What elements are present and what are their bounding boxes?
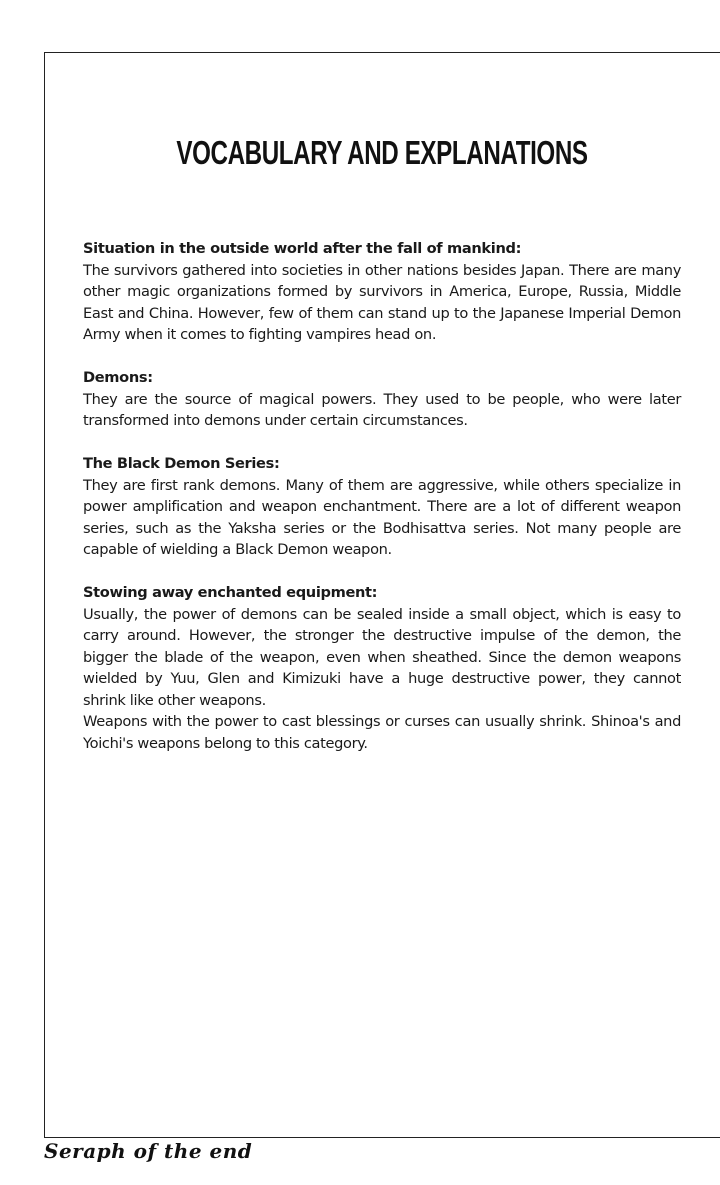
section-body: Usually, the power of demons can be sealed inside a small object, which is easy to carry around. However, the stronger the destructive impulse of the demon, the bigger the blade of the weapon, even when sheathed. Since the demon weapons wielded by Yuu, Glen and Kimizuki have a huge destructive power, they cannot shrink like other weapons. bbox=[83, 605, 681, 709]
page-title: VOCABULARY AND EXPLANATIONS bbox=[176, 134, 588, 172]
section-stowing-equipment bbox=[83, 582, 681, 754]
section-demons bbox=[83, 367, 681, 432]
section-body: They are first rank demons. Many of them are aggressive, while others specialize in power amplification and weapon enchantment. There are a lot of different weapon series, such as the Yaksha series or the Bodhisattva series. Not many people are capable of wielding a Black Demon weapon. bbox=[83, 476, 681, 558]
section-body-continued: Weapons with the power to cast blessings or curses can usually shrink. Shinoa's and Yoichi's weapons belong to this category. bbox=[83, 713, 681, 752]
section-body: They are the source of magical powers. They used to be people, who were later transformed into demons under certain circumstances. bbox=[83, 390, 681, 429]
section-body: The survivors gathered into societies in other nations besides Japan. There are many other magic organizations formed by survivors in America, Europe, Russia, Middle East and China. However, few of them can stand up to the Japanese Imperial Demon Army when it comes to fighting vampires head on. bbox=[83, 261, 681, 343]
series-logo: Seraph of the end bbox=[44, 1139, 253, 1163]
section-heading: The Black Demon Series: bbox=[83, 455, 280, 472]
vocabulary-content bbox=[83, 238, 681, 776]
section-black-demon-series bbox=[83, 453, 681, 561]
section-heading: Stowing away enchanted equipment: bbox=[83, 584, 378, 601]
section-heading: Situation in the outside world after the fall of mankind: bbox=[83, 240, 522, 257]
section-heading: Demons: bbox=[83, 369, 153, 386]
section-outside-world bbox=[83, 238, 681, 346]
